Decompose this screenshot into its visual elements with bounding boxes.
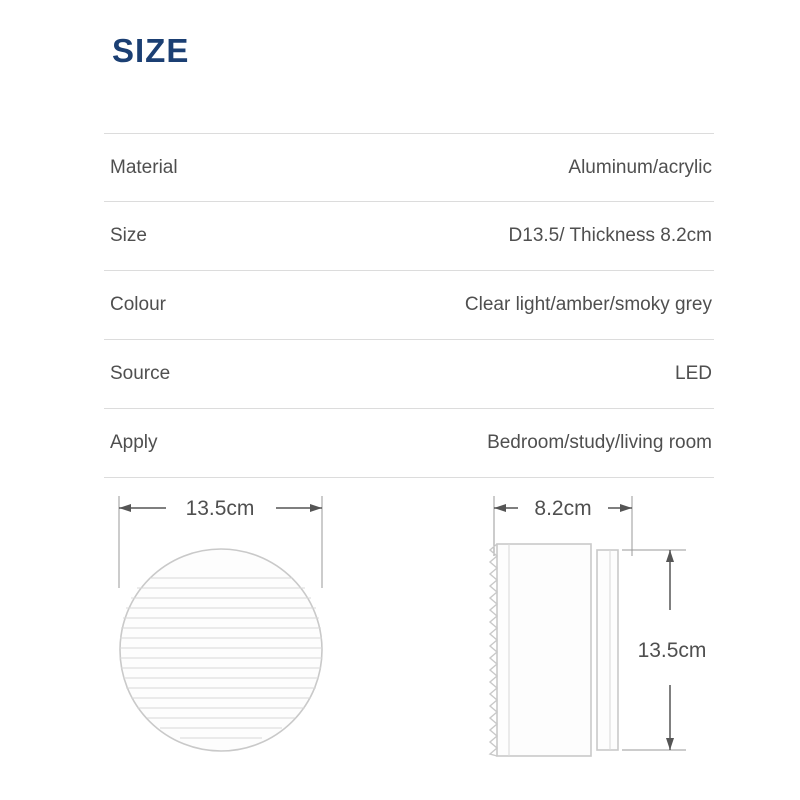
spec-value: Aluminum/acrylic — [568, 156, 712, 178]
lamp-mount-plate — [597, 550, 618, 750]
front-view — [119, 496, 322, 751]
arrow-right-icon — [310, 504, 322, 512]
spec-value: D13.5/ Thickness 8.2cm — [508, 225, 712, 246]
spec-value: Bedroom/study/living room — [487, 432, 712, 453]
side-width-label: 8.2cm — [534, 497, 592, 520]
spec-label: Colour — [110, 294, 166, 315]
arrow-left-icon — [494, 504, 506, 512]
spec-value: LED — [675, 363, 712, 384]
table-row — [104, 271, 714, 340]
lamp-side-body — [497, 544, 591, 756]
table-row — [104, 340, 714, 409]
lamp-front-circle — [120, 549, 322, 751]
front-width-label: 13.5cm — [185, 497, 255, 520]
arrow-up-icon — [666, 550, 674, 562]
side-height-label: 13.5cm — [637, 639, 707, 662]
page-title: SIZE — [112, 32, 190, 69]
spec-label: Material — [110, 156, 178, 178]
spec-table — [104, 133, 714, 478]
arrow-left-icon — [119, 504, 131, 512]
side-view — [490, 496, 706, 756]
arrow-down-icon — [666, 738, 674, 750]
spec-label: Size — [110, 225, 147, 246]
spec-label: Source — [110, 363, 171, 384]
spec-label: Apply — [110, 432, 158, 453]
spec-value: Clear light/amber/smoky grey — [464, 294, 712, 315]
lamp-side-ribbed-profile — [490, 544, 497, 756]
table-row — [104, 202, 714, 271]
table-row — [104, 133, 714, 202]
arrow-right-icon — [620, 504, 632, 512]
table-row — [104, 409, 714, 478]
dimension-drawings — [0, 470, 800, 800]
drawings-svg — [0, 470, 800, 800]
